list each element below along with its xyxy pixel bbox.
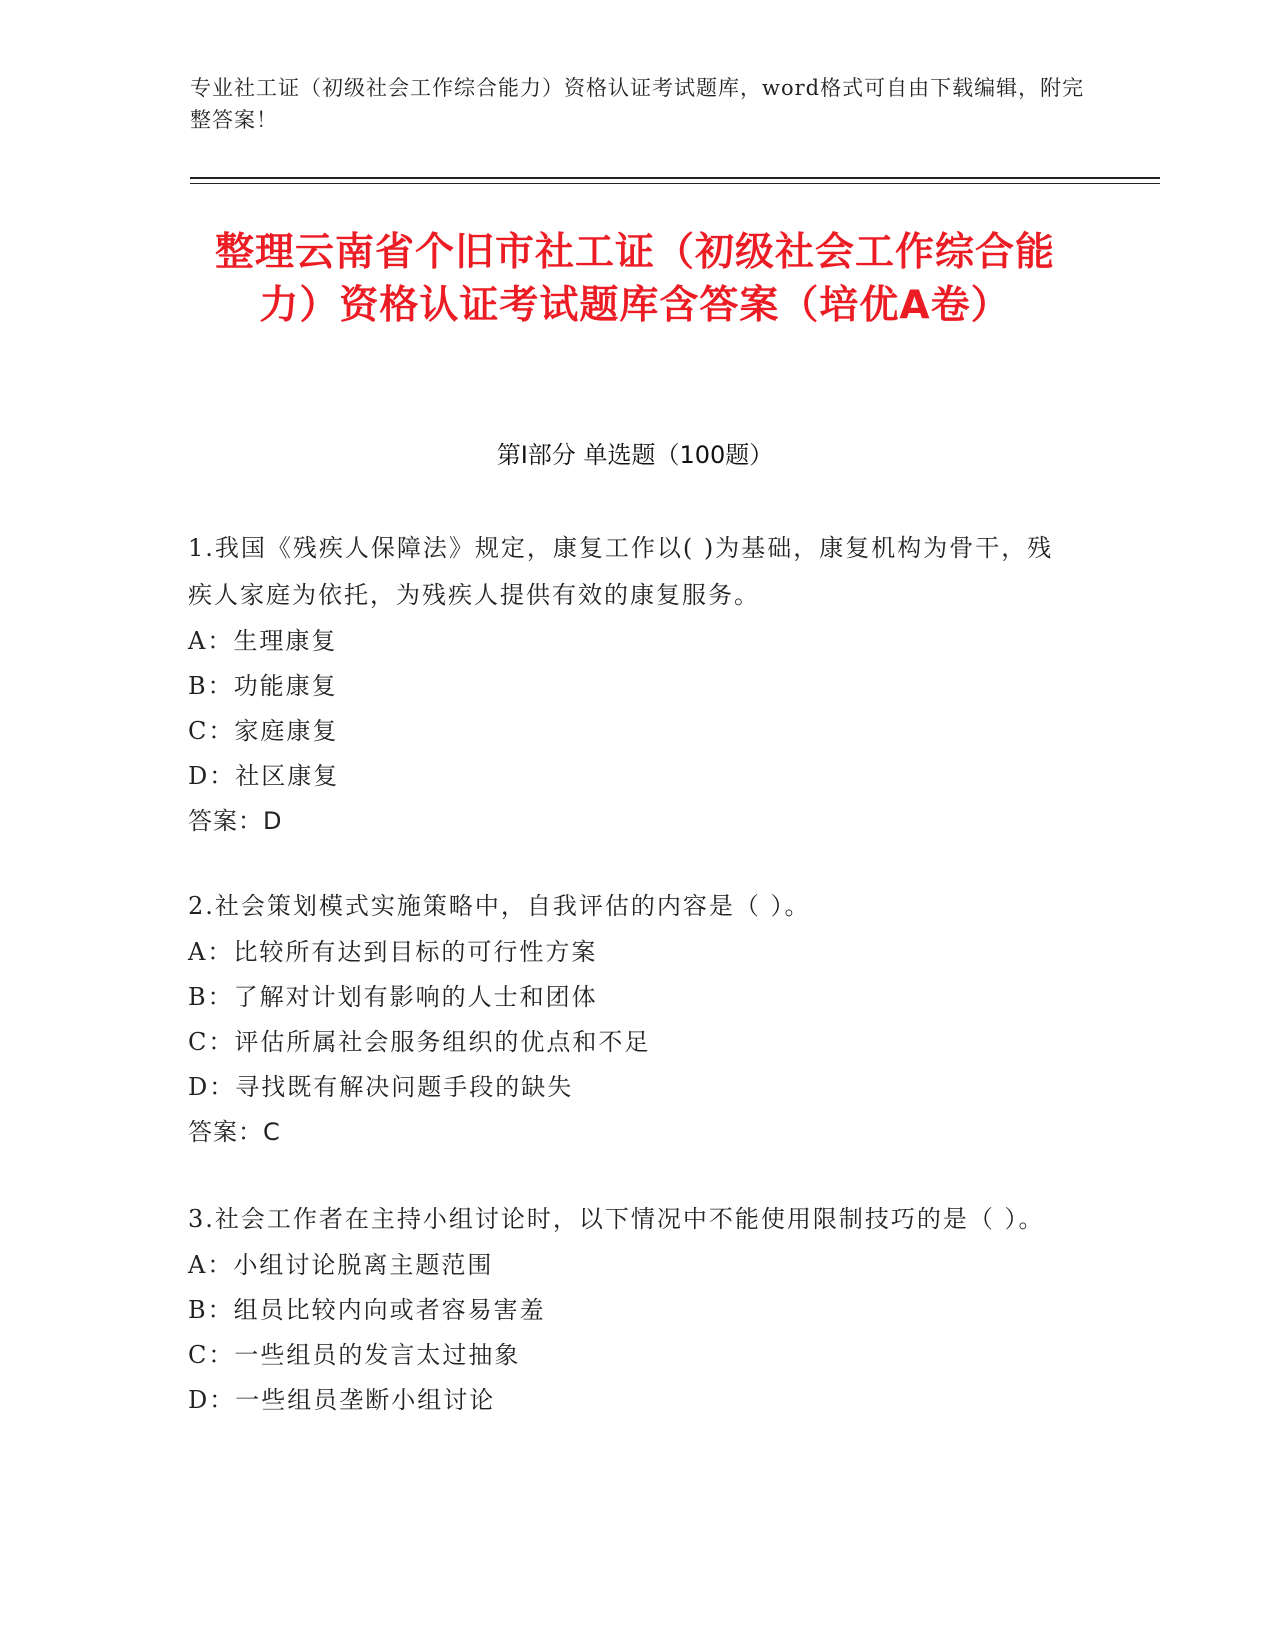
header-rule-thin — [190, 183, 1160, 184]
question-stem: 2.社会策划模式实施策略中，自我评估的内容是（ ）。 — [188, 892, 811, 920]
option-b: B：了解对计划有影响的人士和团体 — [188, 983, 598, 1011]
question-stem: 1.我国《残疾人保障法》规定，康复工作以( )为基础，康复机构为骨干，残疾人家庭为依托，为残疾人提供有效的康复服务。 — [188, 534, 1054, 609]
option-a: A：比较所有达到目标的可行性方案 — [188, 938, 598, 966]
section-heading: 第Ⅰ部分 单选题（100题） — [496, 441, 774, 469]
answer-line: 答案：C — [188, 1118, 281, 1146]
question-3 — [188, 1196, 1068, 1423]
question-2 — [188, 883, 1068, 1155]
question-1 — [188, 525, 1068, 844]
option-c: C：评估所属社会服务组织的优点和不足 — [188, 1028, 651, 1056]
option-d: D：社区康复 — [188, 762, 340, 790]
option-c: C：一些组员的发言太过抽象 — [188, 1341, 521, 1369]
answer-line: 答案：D — [188, 807, 283, 835]
option-d: D：寻找既有解决问题手段的缺失 — [188, 1073, 574, 1101]
option-a: A：小组讨论脱离主题范围 — [188, 1251, 494, 1279]
option-c: C：家庭康复 — [188, 717, 339, 745]
option-b: B：组员比较内向或者容易害羞 — [188, 1296, 546, 1324]
option-b: B：功能康复 — [188, 672, 338, 700]
header-rule-thick — [190, 177, 1160, 179]
question-stem: 3.社会工作者在主持小组讨论时，以下情况中不能使用限制技巧的是（ ）。 — [188, 1205, 1045, 1233]
option-d: D：一些组员垄断小组讨论 — [188, 1386, 496, 1414]
option-a: A：生理康复 — [188, 627, 338, 655]
header-note: 专业社工证（初级社会工作综合能力）资格认证考试题库，word格式可自由下载编辑，附完整答案！ — [190, 76, 1085, 132]
document-title: 整理云南省个旧市社工证（初级社会工作综合能力）资格认证考试题库含答案（培优A卷） — [214, 230, 1055, 328]
